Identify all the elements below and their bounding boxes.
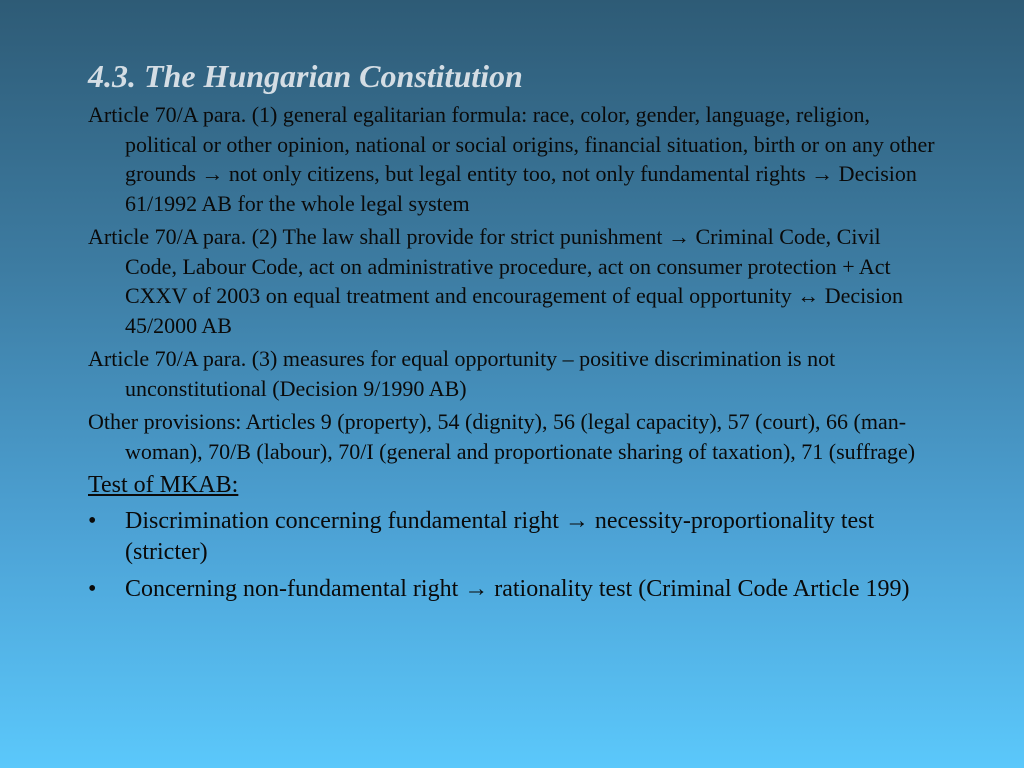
slide-title: 4.3. The Hungarian Constitution bbox=[88, 58, 523, 94]
slide-content bbox=[88, 56, 938, 612]
paragraph-article-70a-3: Article 70/A para. (3) measures for equal opportunity – positive discrimination is not unconstitutional (Decision 9/1990 AB) bbox=[88, 346, 836, 401]
paragraph-article-70a-1: Article 70/A para. (1) general egalitarian formula: race, color, gender, language, religion, political or other opinion, national or social origins, financial situation, birth or on any other grounds → not only citizens, but legal entity too, not only fundamental rights → Decision 61/1992 AB for the whole legal system bbox=[88, 102, 935, 216]
bullet-item bbox=[88, 506, 938, 567]
bullet-text: Concerning non-fundamental right → rationality test (Criminal Code Article 199) bbox=[125, 576, 910, 602]
bullet-marker: • bbox=[88, 576, 97, 602]
test-heading: Test of MKAB: bbox=[88, 472, 239, 498]
paragraph-other-provisions: Other provisions: Articles 9 (property), 54 (dignity), 56 (legal capacity), 57 (court), 66 (man-woman), 70/B (labour), 70/I (general and proportionate sharing of taxation), 71 (suffrage) bbox=[88, 409, 916, 464]
bullet-marker: • bbox=[88, 508, 97, 534]
bullet-text: Discrimination concerning fundamental right → necessity-proportionality test (stricter) bbox=[125, 508, 875, 565]
bullet-item bbox=[88, 574, 938, 605]
paragraph-article-70a-2: Article 70/A para. (2) The law shall provide for strict punishment → Criminal Code, Civil Code, Labour Code, act on administrative procedure, act on consumer protection + Act CXXV of 2003 on equal treatment and encouragement of equal opportunity ↔ Decision 45/2000 AB bbox=[88, 224, 903, 338]
